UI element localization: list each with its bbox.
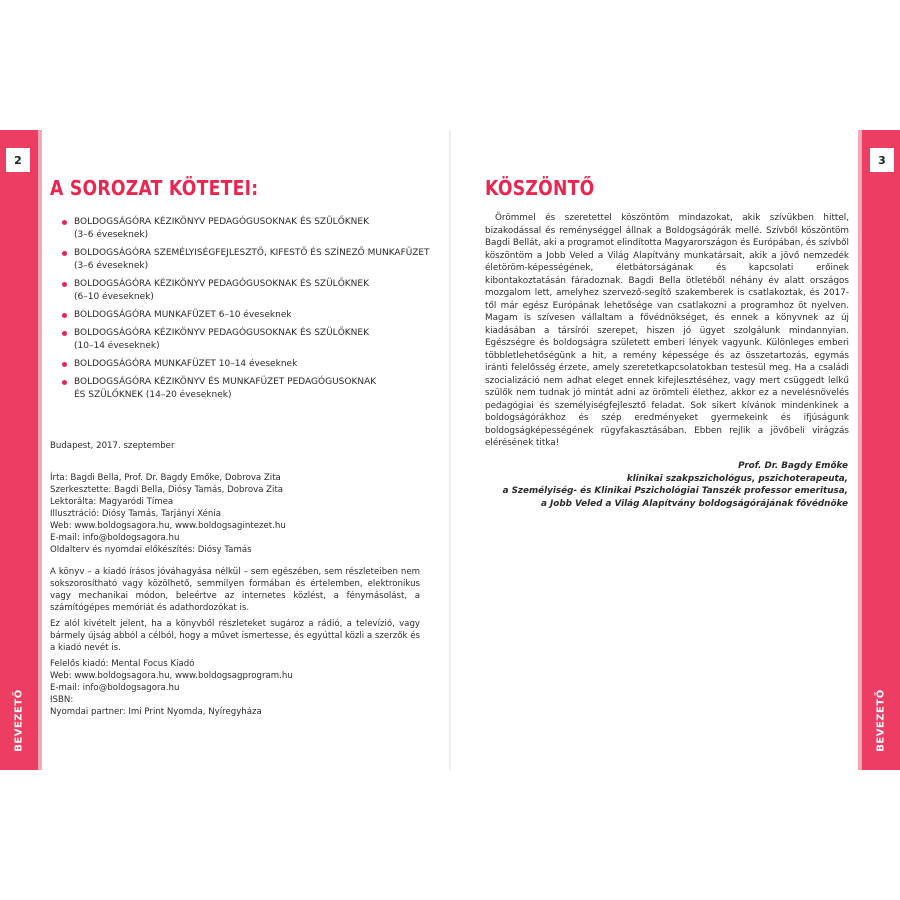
signature-block <box>468 460 848 510</box>
side-tab-right-label: BEVEZETŐ <box>875 688 887 752</box>
copyright-paragraph: A könyv – a kiadó írásos jóváhagyása nélkül – sem egészében, sem részleteiben nem sokszorosítható vagy közölhető, semmilyen formában és értelemben, elektronikus vagy mechanikai módon, beleértve az internetes közlést, a fénymásolást, a számítógépes memóriát és adathordozókat is. <box>50 567 420 613</box>
series-item <box>62 216 432 242</box>
signature-line: klinikai szakpszichológus, pszichoterapeuta, <box>626 473 848 484</box>
page-number-right: 3 <box>870 148 894 172</box>
publisher-line: ISBN: <box>50 695 74 705</box>
series-item-title: BOLDOGSÁGÓRA MUNKAFÜZET 10–14 éveseknek <box>74 359 298 369</box>
series-item-sub: (3–6 éveseknek) <box>74 230 149 240</box>
side-tab-right <box>862 690 900 750</box>
series-list <box>62 216 432 407</box>
series-item <box>62 309 432 322</box>
series-item <box>62 278 432 304</box>
side-tab-left <box>0 690 38 750</box>
series-item-title: BOLDOGSÁGÓRA KÉZIKÖNYV PEDAGÓGUSOKNAK ÉS SZÜLŐKNEK <box>74 217 369 227</box>
series-item-sub: ÉS SZÜLŐKNEK (14–20 éveseknek) <box>74 390 232 400</box>
publisher-line: Felelős kiadó: Mental Focus Kiadó <box>50 659 195 669</box>
series-heading: A SOROZAT KÖTETEI: <box>50 176 259 200</box>
series-item-title: BOLDOGSÁGÓRA KÉZIKÖNYV PEDAGÓGUSOKNAK ÉS SZÜLŐKNEK <box>74 279 369 289</box>
publisher-line: E-mail: info@boldogsagora.hu <box>50 683 180 693</box>
series-item-title: BOLDOGSÁGÓRA KÉZIKÖNYV PEDAGÓGUSOKNAK ÉS SZÜLŐKNEK <box>74 328 369 338</box>
publisher-line: Web: www.boldogsagora.hu, www.boldogsagprogram.hu <box>50 671 293 681</box>
book-gutter <box>449 130 451 770</box>
credit-line: Szerkesztette: Bagdi Bella, Diósy Tamás, Dobrova Zita <box>50 485 284 495</box>
series-item <box>62 376 432 402</box>
credit-line: Írta: Bagdi Bella, Prof. Dr. Bagdy Emőke, Dobrova Zita <box>50 473 281 483</box>
copyright-paragraph: Ez alól kivételt jelent, ha a könyvből részleteket sugároz a rádió, a televízió, vagy bármely újság abból a célból, hogy a művet ismertesse, és egyúttal közli a szerzők és a kiadó nevét is. <box>50 619 420 653</box>
series-item-sub: (6–10 éveseknek) <box>74 292 154 302</box>
credits-block <box>50 472 420 556</box>
series-item-sub: (10–14 éveseknek) <box>74 341 160 351</box>
signature-line: a Személyiség- és Klinikai Pszichológiai Tanszék professor emeritusa, <box>502 486 848 496</box>
date-text: Budapest, 2017. szeptember <box>50 441 175 451</box>
copyright-block <box>50 566 420 658</box>
signature-name: Prof. Dr. Bagdy Emőke <box>738 461 848 471</box>
side-tab-left-label: BEVEZETŐ <box>13 688 25 752</box>
series-item <box>62 327 432 353</box>
date-line <box>50 440 420 452</box>
welcome-heading: KÖSZÖNTŐ <box>485 176 595 200</box>
series-item-title: BOLDOGSÁGÓRA KÉZIKÖNYV ÉS MUNKAFÜZET PEDAGÓGUSOKNAK <box>74 377 377 387</box>
left-edge-band <box>0 130 38 770</box>
series-item <box>62 358 432 371</box>
series-item <box>62 247 432 273</box>
welcome-body: Örömmel és szeretettel köszöntöm mindazokat, akik szívükben hittel, bizakodással és reménységgel állnak a Boldogságórák mellé. Szívből köszöntöm Bagdi Bellát, aki a programot elindította Magyarországon és Európában, és szívből köszöntöm a Jobb Veled a Világ Alapítvány munkatársait, akik a jövő nemzedék életöröm-képességének, életbátorságának és kapcsolati erőinek kibontakoztatásán fáradoznak. Bagdi Bella ötletéből néhány év alatt országos mozgalom lett, amelyhez szervező-segítő szakemberek is csatlakoztak, és 2017-től már egész Európának lehetősége van csatlakozni a programhoz öt nyelven. Magam is szívesen vállaltam a fővédnökséget, és ennek a könyvnek az új kiadásában a társírói szerepet, hiszen jó ügyet szolgálunk mindannyian. Egészségre és boldogságra született emberi lények vagyunk. Különleges emberi többletlehetőségünk a hit, a remény képessége és az összetartozás, egymás iránti felelősség érzete, amely szeretetkapcsolatokban testesül meg. Ha a családi szocializáció nem adhat eleget ennek kifejlesztéséhez, vagy mert csüggedt lelkű szülők nem tudnak jó mintát adni az örömteli élethez, akkor ez a nevelésnövelés pedagógiai és személyiségfejlesztő feladat. Sok sikert kívánok mindenkinek a boldogságórákhoz és szép eredményeket gyermekeink és ifjúságunk boldogságképességének rügyfakasztásában. Ebben rejlik a jövőbeli virágzás elérésének titka! <box>485 213 849 448</box>
signature-line: a Jobb Veled a Világ Alapítvány boldogságórájának fővédnöke <box>541 498 848 509</box>
right-edge-band <box>862 130 900 770</box>
right-edge-stripe <box>858 130 862 770</box>
book-spread <box>0 130 900 770</box>
series-item-title: BOLDOGSÁGÓRA MUNKAFÜZET 6–10 éveseknek <box>74 310 292 320</box>
credit-line: Lektorálta: Magyaródi Tímea <box>50 497 174 507</box>
series-item-title: BOLDOGSÁGÓRA SZEMÉLYISÉGFEJLESZTŐ, KIFESTŐ ÉS SZÍNEZŐ MUNKAFÜZET <box>74 248 430 258</box>
left-edge-stripe <box>38 130 42 770</box>
series-item-sub: (3–6 éveseknek) <box>74 261 149 271</box>
credit-line: Oldalterv és nyomdai előkészítés: Diósy Tamás <box>50 545 252 555</box>
credit-line: Illusztráció: Diósy Tamás, Tarjányi Xénia <box>50 509 221 519</box>
publisher-line: Nyomdai partner: Imi Print Nyomda, Nyíregyháza <box>50 707 262 717</box>
page-number-left: 2 <box>6 148 30 172</box>
publisher-block <box>50 658 420 718</box>
credit-line: E-mail: info@boldogsagora.hu <box>50 533 180 543</box>
credit-line: Web: www.boldogsagora.hu, www.boldogsagintezet.hu <box>50 521 286 531</box>
